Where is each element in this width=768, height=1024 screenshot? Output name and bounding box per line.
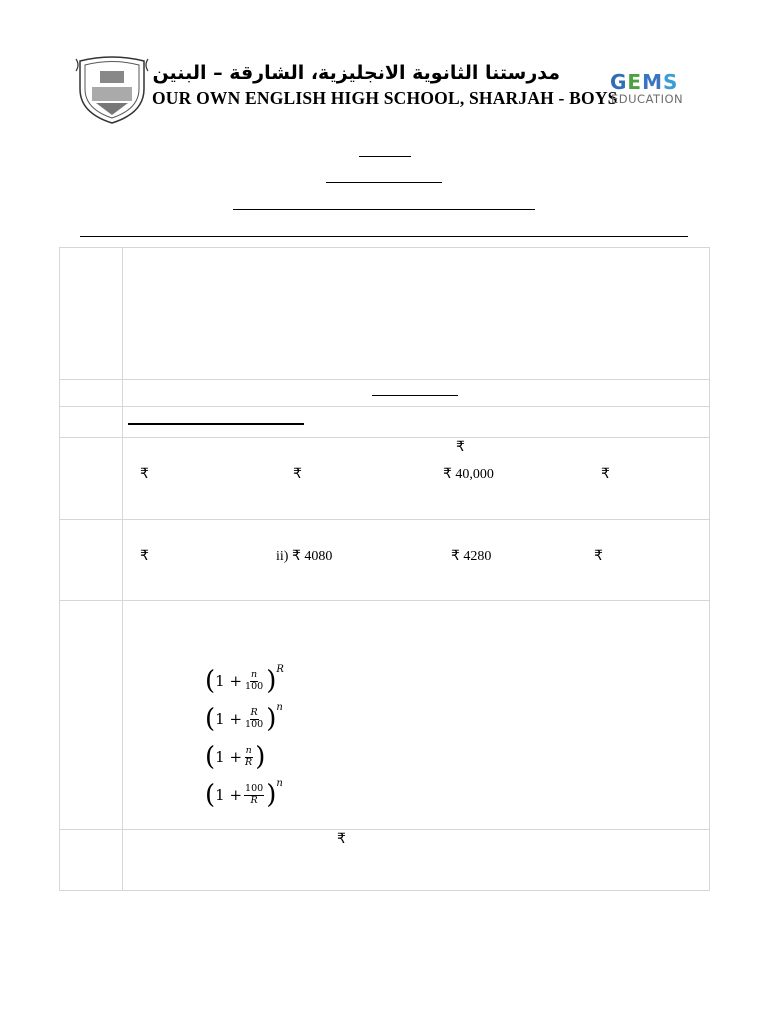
fraction-denominator: R <box>250 794 258 806</box>
gems-education-label: EDUCATION <box>611 92 684 106</box>
question-table <box>59 247 710 891</box>
table-row-divider <box>59 519 710 520</box>
fraction-denominator: R <box>245 756 253 768</box>
option-c: ₹ 40,000 <box>443 467 494 482</box>
table-row-divider <box>59 829 710 830</box>
school-crest-icon <box>74 55 150 125</box>
section-heading-underline <box>372 395 458 396</box>
section-label-underline <box>128 423 304 425</box>
rupee-symbol: ₹ <box>456 440 465 455</box>
school-name-english: OUR OWN ENGLISH HIGH SCHOOL, SHARJAH - BOYS <box>152 88 618 108</box>
option-b: ii) ₹ 4080 <box>276 549 333 564</box>
option-d: ₹ <box>601 467 610 482</box>
exponent: n <box>276 778 283 789</box>
logo-letter: S <box>663 70 679 94</box>
option-b: ₹ <box>293 467 302 482</box>
formula-option-c: ( 1 + $\frac{n}{R}$ ) <box>205 742 266 772</box>
subtitle-underline <box>326 182 442 183</box>
table-row-divider <box>59 406 710 407</box>
formula-option-a: ( 1 + $\frac{n}{100}$ ) R <box>205 664 284 696</box>
option-c: ₹ 4280 <box>451 549 492 564</box>
table-row-divider <box>59 437 710 438</box>
gems-logo <box>610 70 678 94</box>
exponent: R <box>276 664 284 675</box>
table-column-divider <box>122 247 123 891</box>
school-name-arabic: مدرستنا الثانوية الانجليزية، الشارقة – البنين <box>152 62 560 84</box>
option-a: ₹ <box>140 467 149 482</box>
option-d: ₹ <box>594 549 603 564</box>
logo-letter: E <box>627 70 643 94</box>
rupee-symbol: ₹ <box>337 832 346 847</box>
fraction-numerator: n <box>245 745 252 757</box>
header-divider <box>80 236 688 237</box>
logo-letter: M <box>642 70 663 94</box>
exponent: n <box>276 702 283 713</box>
fraction-numerator: 100 <box>245 783 264 795</box>
topic-underline <box>233 209 535 210</box>
fraction-denominator: 100 <box>245 718 264 730</box>
fraction-numerator: R <box>250 707 258 719</box>
option-a: ₹ <box>140 549 149 564</box>
table-row-divider <box>59 379 710 380</box>
table-row-divider <box>59 600 710 601</box>
fraction-denominator: 100 <box>245 680 264 692</box>
logo-letter: G <box>610 70 628 94</box>
formula-option-b: ( 1 + $\frac{R}{100}$ ) n <box>205 702 283 734</box>
fraction-numerator: n <box>251 669 258 681</box>
title-underline <box>359 156 411 157</box>
formula-option-d: ( 1 + $\frac{100}{R}$ ) n <box>205 778 283 810</box>
